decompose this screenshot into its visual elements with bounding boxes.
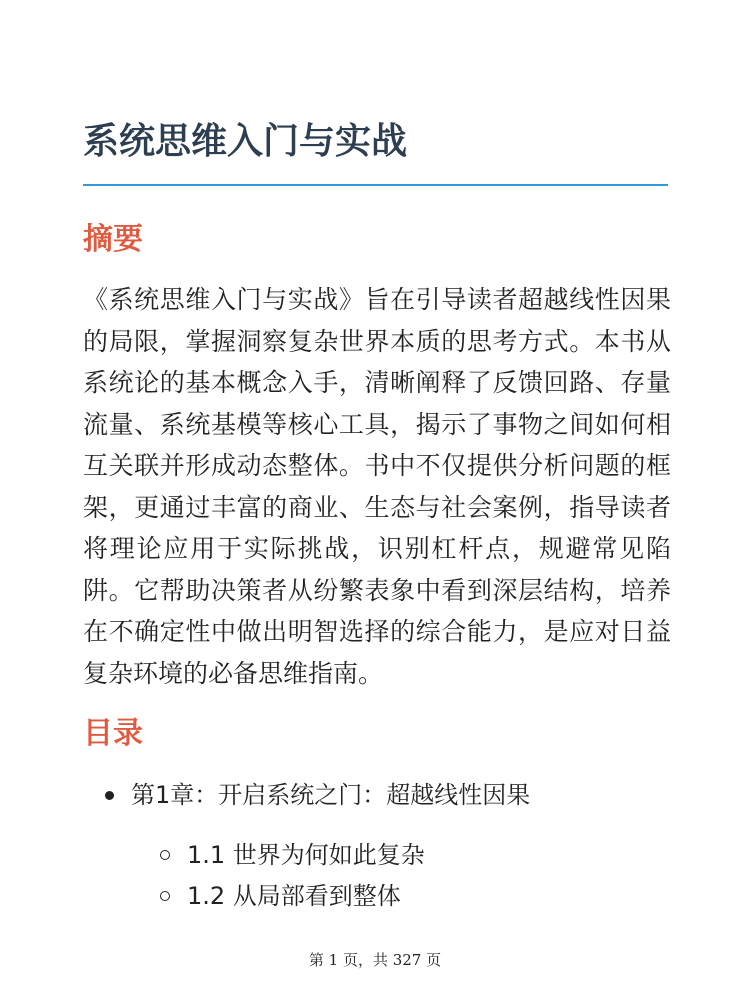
- toc-section-label: 1.1 世界为何如此复杂: [187, 841, 425, 869]
- toc-heading: 目录: [83, 716, 143, 751]
- bullet-disc-icon: [105, 791, 114, 800]
- page-number-footer: 第 1 页，共 327 页: [308, 951, 442, 969]
- bullet-circle-icon: [160, 891, 170, 901]
- toc-section-item[interactable]: [160, 835, 425, 875]
- toc-section-label: 1.2 从局部看到整体: [187, 882, 401, 910]
- document-title: 系统思维入门与实战: [83, 121, 408, 162]
- toc-chapter-item[interactable]: [105, 775, 530, 815]
- toc-section-item[interactable]: [160, 876, 401, 916]
- toc-chapter-label: 第1章：开启系统之门：超越线性因果: [131, 781, 531, 809]
- bullet-circle-icon: [160, 850, 170, 860]
- abstract-heading: 摘要: [83, 222, 143, 257]
- title-divider: [83, 184, 668, 186]
- abstract-body: 《系统思维入门与实战》旨在引导读者超越线性因果的局限，掌握洞察复杂世界本质的思考方式。本书从系统论的基本概念入手，清晰阐释了反馈回路、存量流量、系统基模等核心工具，揭示了事物之间如何相互关联并形成动态整体。书中不仅提供分析问题的框架，更通过丰富的商业、生态与社会案例，指导读者将理论应用于实际挑战，识别杠杆点，规避常见陷阱。它帮助决策者从纷繁表象中看到深层结构，培养在不确定性中做出明智选择的综合能力，是应对日益复杂环境的必备思维指南。: [83, 285, 671, 688]
